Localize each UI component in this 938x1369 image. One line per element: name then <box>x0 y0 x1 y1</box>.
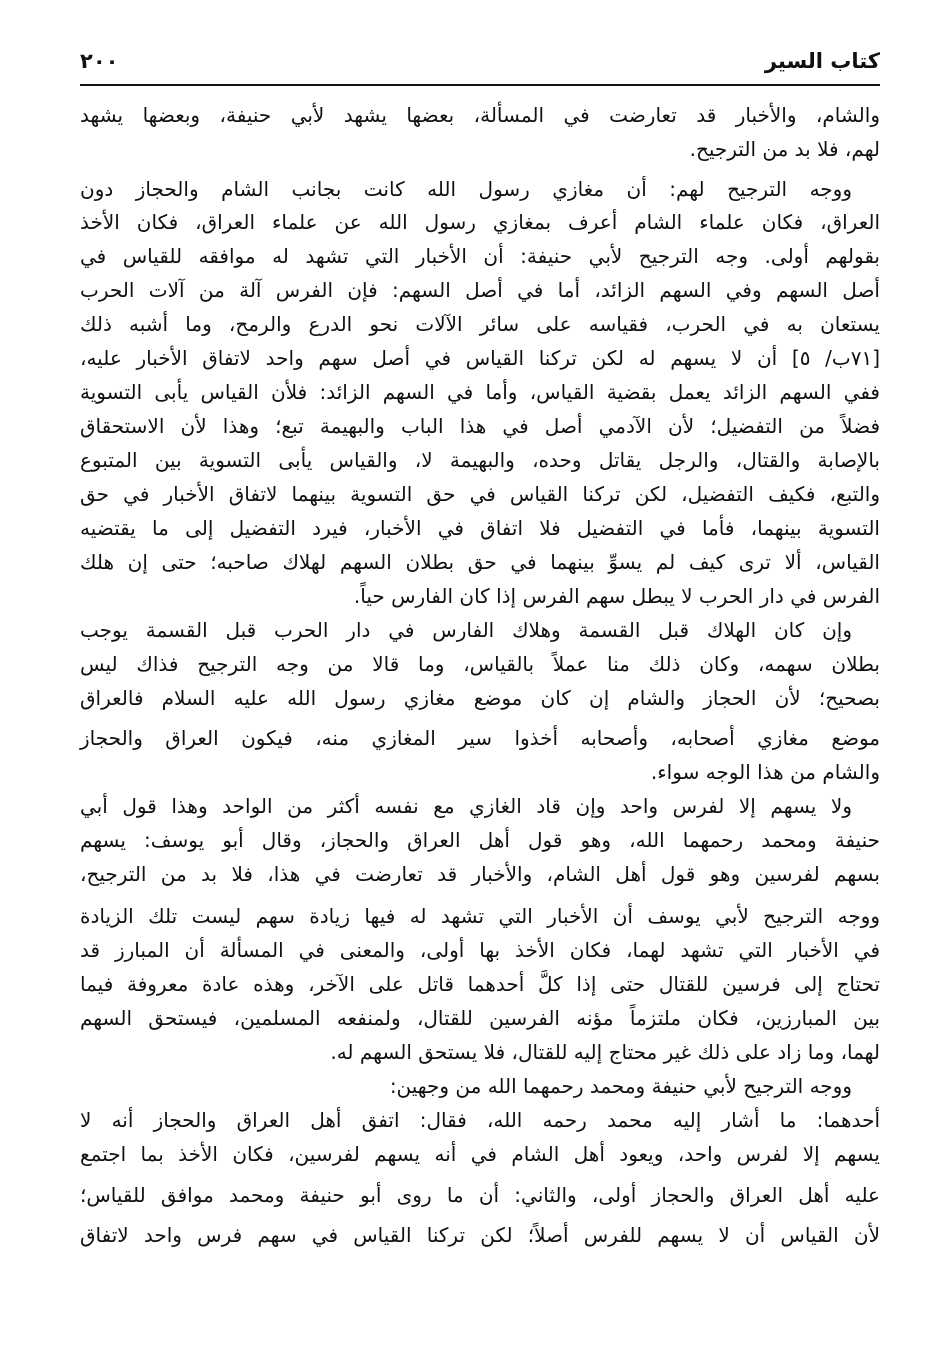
text-line: لهم، فلا بد من الترجيح. <box>689 137 880 161</box>
text-line: يستعان به في الحرب، فقياسه على سائر الآلات نحو الدرع والرمح، وما أشبه ذلك <box>80 312 880 336</box>
text-line: بالإصابة والقتال، والرجل يقاتل وحده، والبهيمة لا، والقياس يأبى التسوية بين المتبوع <box>80 448 880 472</box>
text-line: لهما، وما زاد على ذلك غير محتاج إليه للقتال، فلا يستحق السهم له. <box>330 1040 880 1064</box>
text-line: أحدهما: ما أشار إليه محمد رحمه الله، فقال: اتفق أهل العراق والحجاز أنه لا <box>80 1108 880 1132</box>
text-line: يسهم إلا لفرس واحد، ويعود أهل الشام في أنه يسهم لفرسين، فكان الأخذ بما اجتمع <box>80 1142 880 1166</box>
page-number: ٢٠٠ <box>80 49 119 73</box>
text-line: فضلاً من التفضيل؛ لأن الآدمي أصل في هذا الباب والبهيمة تبع؛ وهذا لأن الاستحقاق <box>80 414 880 438</box>
text-line: والشام من هذا الوجه سواء. <box>650 760 880 784</box>
text-line: وإن كان الهلاك قبل القسمة وهلاك الفارس في دار الحرب قبل القسمة يوجب <box>80 618 852 642</box>
text-line: ووجه الترجيح لهم: أن مغازي رسول الله كانت بجانب الشام والحجاز دون <box>80 177 852 201</box>
text-line: ووجه الترجيح لأبي يوسف أن الأخبار التي تشهد له فيها زيادة سهم ليست تلك الزيادة <box>80 904 880 928</box>
text-line: في الأخبار التي تشهد لهما، فكان الأخذ بها أولى، والمعنى في المسألة أن المبارز قد <box>80 938 880 962</box>
text-line: بقولهم أولى. وجه الترجيح لأبي حنيفة: أن الأخبار التي تشهد له موافقه للقياس في <box>80 244 880 268</box>
text-line: والتبع، فكيف التفضيل، لكن تركنا القياس في حق التسوية بينهما لاتفاق الأخبار في حق <box>80 482 880 506</box>
text-line: عليه أهل العراق والحجاز أولى، والثاني: أن ما روى أبو حنيفة ومحمد موافق للقياس؛ <box>80 1183 880 1207</box>
text-line: موضع مغازي أصحابه، وأصحابه أخذوا سير المغازي منه، فيكون العراق والحجاز <box>80 726 880 750</box>
text-line: بسهم لفرسين وهو قول أهل الشام، والأخبار قد تعارضت في هذا، فلا بد من الترجيح، <box>80 862 880 886</box>
text-line: التسوية بينهما، فأما في التفضيل فلا اتفاق في الأخبار، فيرد التفضيل إلى ما يقتضيه <box>80 516 880 540</box>
text-line: لأن القياس أن لا يسهم للفرس أصلاً؛ لكن تركنا القياس في سهم فرس واحد لاتفاق <box>80 1223 880 1247</box>
header-rule <box>80 84 880 86</box>
text-line: بين المبارزين، فكان ملتزماً مؤنه الفرسين للقتال، ولمنفعه المسلمين، فيستحق السهم <box>80 1006 880 1030</box>
text-line: أصل السهم وفي السهم الزائد، أما في أصل السهم: فإن الفرس آلة من آلات الحرب <box>80 278 880 302</box>
text-line: تحتاج إلى فرسين للقتال حتى إذا كلَّ أحدهما قاتل على الآخر، وهذه عادة معروفة فيما <box>80 972 880 996</box>
text-line: ووجه الترجيح لأبي حنيفة ومحمد رحمهما الله من وجهين: <box>389 1074 852 1098</box>
text-line: بصحيح؛ لأن الحجاز والشام إن كان موضع مغازي رسول الله عليه السلام فالعراق <box>80 686 880 710</box>
text-line: [٧١ب/ ٥] أن لا يسهم له لكن تركنا القياس في أصل سهم واحد لاتفاق الأخبار عليه، <box>80 346 880 370</box>
text-line: الفرس في دار الحرب لا يبطل سهم الفرس إذا كان الفارس حياً. <box>353 584 880 608</box>
text-line: ففي السهم الزائد يعمل بقضية القياس، وأما في السهم الزائد: فلأن القياس يأبى التسوية <box>80 380 880 404</box>
text-line: بطلان سهمه، وكان ذلك منا عملاً بالقياس، وما قالا من وجه الترجيح فذاك ليس <box>80 652 880 676</box>
text-line: العراق، فكان علماء الشام أعرف بمغازي رسول الله عن علماء العراق، فكان الأخذ <box>80 210 880 234</box>
text-line: القياس، ألا ترى كيف لم يسوِّ بينهما في حق بطلان السهم لهلاك صاحبه؛ حتى إن هلك <box>80 550 880 574</box>
text-line: حنيفة ومحمد رحمهما الله، وهو قول أهل العراق والحجاز، وقال أبو يوسف: يسهم <box>80 828 880 852</box>
text-line: والشام، والأخبار قد تعارضت في المسألة، بعضها يشهد لأبي حنيفة، وبعضها يشهد <box>80 103 880 127</box>
text-line: ولا يسهم إلا لفرس واحد وإن قاد الغازي مع نفسه أكثر من الواحد وهذا قول أبي <box>80 794 852 818</box>
running-header-title: كتاب السير <box>764 49 880 73</box>
